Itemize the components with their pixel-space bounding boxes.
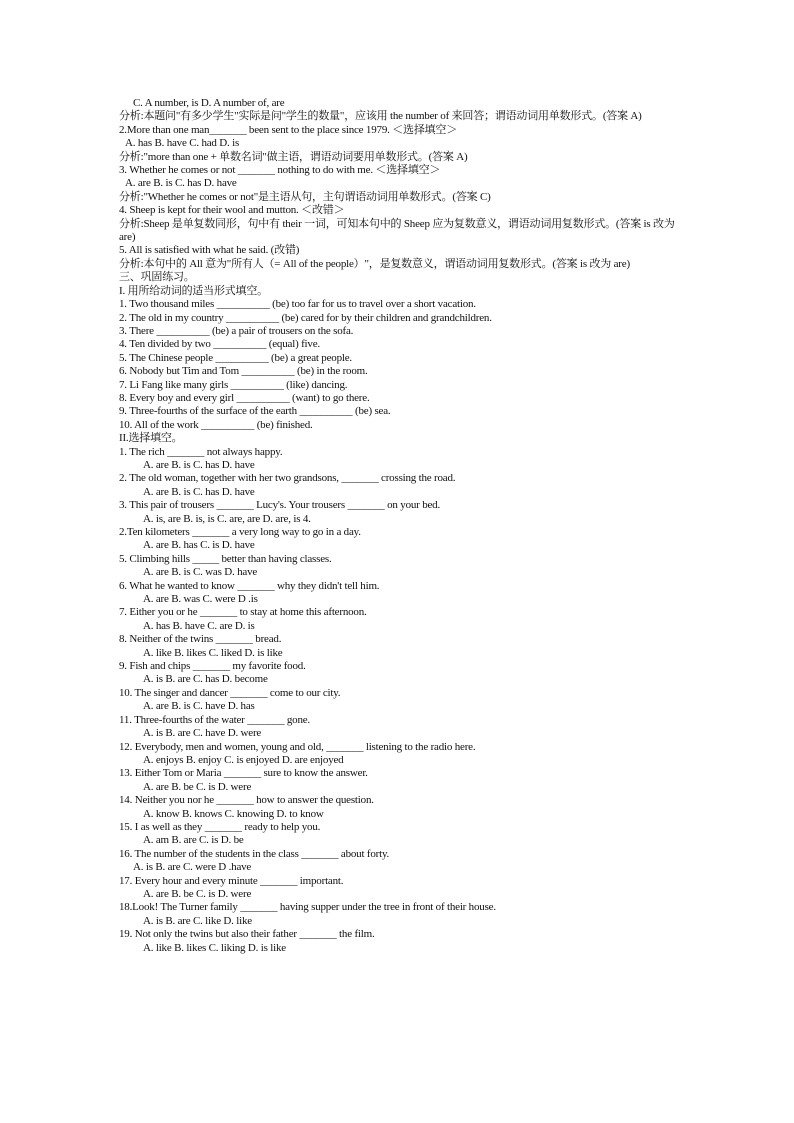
text-line: A. is, are B. is, is C. are, are D. are, is 4.	[143, 512, 311, 525]
text-line: 2. The old in my country __________ (be) cared for by their children and grandchildren.	[119, 311, 492, 324]
text-line: A. are B. is C. have D. has	[143, 700, 255, 713]
text-line: 7. Either you or he _______ to stay at home this afternoon.	[119, 606, 367, 619]
text-line: 9. Fish and chips _______ my favorite food.	[119, 660, 306, 673]
text-line: 1. The rich _______ not always happy.	[119, 445, 283, 458]
text-line: 3. There __________ (be) a pair of trousers on the sofa.	[119, 324, 354, 337]
text-line: 19. Not only the twins but also their father _______ the film.	[119, 928, 375, 941]
text-line: 11. Three-fourths of the water _______ gone.	[119, 713, 310, 726]
text-line: A. am B. are C. is D. be	[143, 834, 244, 847]
text-line: 分析:Sheep 是单复数同形，句中有 their 一词，可知本句中的 Sheep 应为复数意义，谓语动词用复数形式。(答案 is 改为 are)	[119, 217, 675, 244]
text-line: A. are B. is C. has D. have	[125, 177, 237, 190]
text-line: 4. Sheep is kept for their wool and mutton. ＜改错＞	[119, 204, 345, 217]
text-line: 6. What he wanted to know _______ why they didn't tell him.	[119, 579, 380, 592]
text-line: 10. The singer and dancer _______ come to our city.	[119, 686, 341, 699]
text-line: 2.More than one man_______ been sent to the place since 1979. ＜选择填空＞	[119, 123, 458, 136]
text-line: 分析:本题问"有多少学生"实际是问"学生的数量"，应该用 the number of 来回答；谓语动词用单数形式。(答案 A)	[119, 110, 642, 123]
text-line: 13. Either Tom or Maria _______ sure to know the answer.	[119, 767, 368, 780]
text-line: 分析:"Whether he comes or not"是主语从句，主句谓语动词用单数形式。(答案 C)	[119, 190, 491, 203]
text-line: A. are B. is C. was D. have	[143, 566, 258, 579]
text-line: 5. Climbing hills _____ better than having classes.	[119, 552, 332, 565]
text-line: A. is B. are C. were D .have	[133, 861, 252, 874]
text-line: 14. Neither you nor he _______ how to answer the question.	[119, 794, 374, 807]
text-line: 分析:本句中的 All 意为"所有人（= All of the people）"，是复数意义，谓语动词用复数形式。(答案 is 改为 are)	[119, 257, 630, 270]
text-line: 8. Every boy and every girl __________ (want) to go there.	[119, 391, 370, 404]
text-line: 3. This pair of trousers _______ Lucy's. Your trousers _______ on your bed.	[119, 499, 441, 512]
text-line: A. know B. knows C. knowing D. to know	[143, 807, 324, 820]
text-line: 9. Three-fourths of the surface of the earth __________ (be) sea.	[119, 405, 391, 418]
text-line: 分析:"more than one + 单数名词"做主语，谓语动词要用单数形式。(答案 A)	[119, 150, 468, 163]
text-line: 2.Ten kilometers _______ a very long way to go in a day.	[119, 526, 361, 538]
text-line: 2. The old woman, together with her two grandsons, _______ crossing the road.	[119, 472, 456, 485]
text-line: A. is B. are C. have D. were	[143, 727, 262, 740]
text-line: A. like B. likes C. liking D. is like	[143, 941, 286, 954]
text-line: 三、巩固练习。	[119, 271, 195, 284]
text-line: 15. I as well as they _______ ready to help you.	[119, 820, 321, 833]
text-line: 1. Two thousand miles __________ (be) too far for us to travel over a short vacation.	[119, 298, 476, 311]
text-line: 7. Li Fang like many girls __________ (like) dancing.	[119, 378, 348, 391]
text-line: A. enjoys B. enjoy C. is enjoyed D. are enjoyed	[143, 753, 344, 766]
text-line: A. are B. be C. is D. were	[143, 887, 252, 900]
document-body	[119, 97, 684, 955]
text-line: A. is B. are C. like D. like	[143, 914, 252, 927]
text-line: 3. Whether he comes or not _______ nothing to do with me. ＜选择填空＞	[119, 164, 441, 177]
text-line: 8. Neither of the twins _______ bread.	[119, 633, 282, 646]
text-line: A. are B. is C. has D. have	[143, 458, 255, 471]
text-line: C. A number, is D. A number of, are	[133, 97, 285, 109]
text-line: 10. All of the work __________ (be) finished.	[119, 418, 313, 431]
text-line: 6. Nobody but Tim and Tom __________ (be) in the room.	[119, 365, 368, 378]
text-line: A. are B. is C. has D. have	[143, 485, 255, 498]
text-line: 16. The number of the students in the class _______ about forty.	[119, 847, 390, 860]
text-line: 17. Every hour and every minute _______ important.	[119, 874, 344, 887]
text-line: A. are B. has C. is D. have	[143, 539, 255, 552]
text-line: 18.Look! The Turner family _______ having supper under the tree in front of their house.	[119, 901, 496, 914]
text-line: 5. All is satisfied with what he said. (改错)	[119, 244, 300, 257]
text-line: II.选择填空。	[119, 432, 183, 445]
text-line: A. like B. likes C. liked D. is like	[143, 646, 283, 659]
text-line: 4. Ten divided by two __________ (equal) five.	[119, 338, 320, 351]
text-line: 5. The Chinese people __________ (be) a great people.	[119, 351, 352, 364]
text-line: I. 用所给动词的适当形式填空。	[119, 284, 268, 297]
text-line: A. has B. have C. had D. is	[125, 137, 240, 150]
text-line: A. are B. be C. is D. were	[143, 780, 252, 793]
text-line: 12. Everybody, men and women, young and old, _______ listening to the radio here.	[119, 740, 476, 753]
text-line: A. has B. have C. are D. is	[143, 619, 255, 632]
text-line: A. is B. are C. has D. become	[143, 673, 268, 686]
text-line: A. are B. was C. were D .is	[143, 593, 258, 606]
